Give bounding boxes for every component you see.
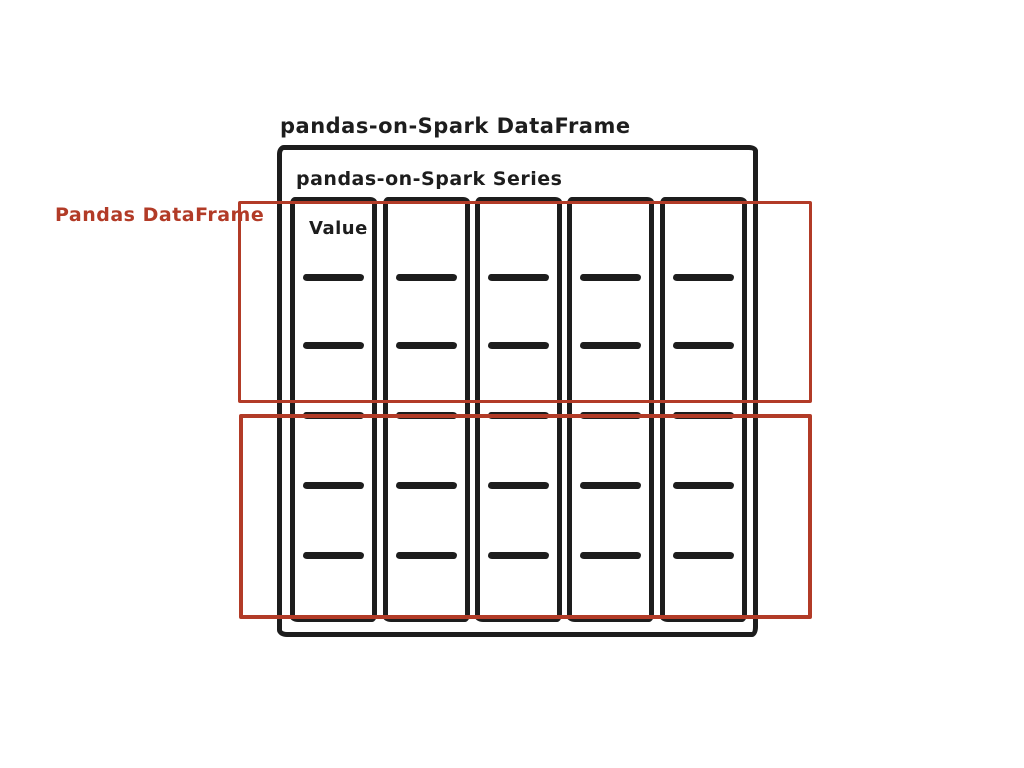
column-header: Value (309, 218, 368, 239)
pandas-dataframe-partition-box-2 (239, 414, 812, 619)
pandas-on-spark-series-label: pandas-on-Spark Series (296, 168, 563, 190)
pandas-on-spark-dataframe-label: pandas-on-Spark DataFrame (280, 114, 631, 138)
pandas-dataframe-partition-box-1 (238, 201, 812, 403)
pandas-dataframe-label: Pandas DataFrame (55, 204, 265, 226)
